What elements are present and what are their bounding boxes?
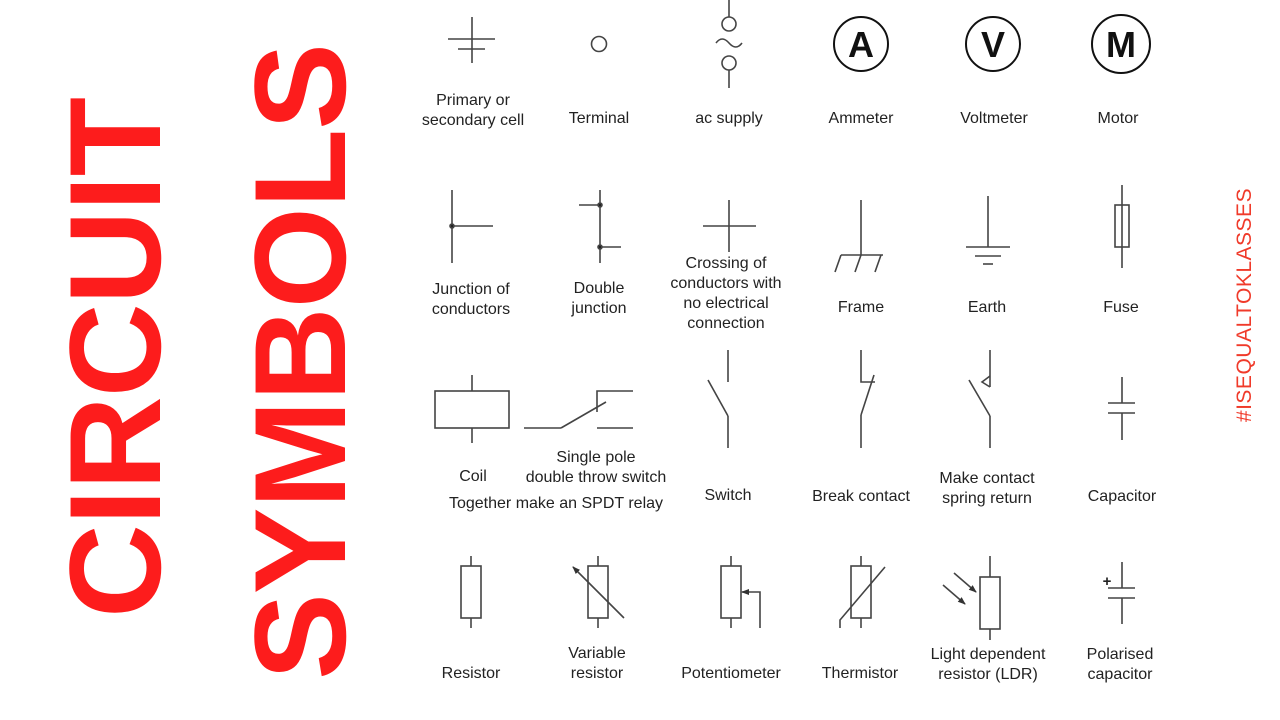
coil-symbol <box>435 375 509 443</box>
break-contact-symbol <box>861 350 875 448</box>
title-symbols: SYMBOLS <box>227 44 373 680</box>
label-earth: Earth <box>967 299 1007 316</box>
resistor-symbol <box>461 556 481 628</box>
hashtag: #ISEQUALTOKLASSES <box>1233 187 1256 423</box>
capacitor-symbol <box>1108 377 1135 440</box>
label-ammeter: Ammeter <box>828 110 894 127</box>
label-switch: Switch <box>704 487 752 504</box>
label-polarised-capacitor: Polarised capacitor <box>1086 646 1154 683</box>
label-ac-supply: ac supply <box>695 110 763 127</box>
label-voltmeter: Voltmeter <box>960 110 1028 127</box>
junction-symbol <box>450 190 493 263</box>
label-junction: Junction of conductors <box>431 281 511 318</box>
frame-symbol <box>835 200 883 272</box>
crossing-symbol <box>703 200 756 252</box>
motor-symbol <box>1092 15 1150 73</box>
potentiometer-symbol <box>721 556 760 628</box>
label-ldr: Light dependent resistor (LDR) <box>930 646 1046 683</box>
switch-symbol <box>708 350 728 448</box>
double-junction-symbol <box>579 190 621 263</box>
svg-text:V: V <box>980 24 1006 65</box>
label-terminal: Terminal <box>568 110 630 127</box>
label-thermistor: Thermistor <box>821 665 899 682</box>
svg-text:+: + <box>1102 573 1112 590</box>
ammeter-symbol <box>834 17 888 71</box>
thermistor-symbol <box>840 556 885 628</box>
variable-resistor-symbol <box>573 556 624 628</box>
label-motor: Motor <box>1097 110 1139 127</box>
label-relay-note: Together make an SPDT relay <box>448 495 664 512</box>
voltmeter-symbol <box>966 17 1020 71</box>
spdt-switch-symbol <box>524 391 633 428</box>
label-variable-resistor: Variable resistor <box>568 645 626 682</box>
label-spdt: Single pole double throw switch <box>525 449 667 486</box>
fuse-symbol <box>1115 185 1129 268</box>
ldr-symbol <box>943 556 1000 640</box>
polarised-capacitor-symbol <box>1103 562 1135 624</box>
terminal-symbol <box>592 37 607 52</box>
svg-text:A: A <box>848 24 874 65</box>
make-contact-symbol <box>969 350 990 448</box>
label-coil: Coil <box>459 468 487 485</box>
cell-symbol <box>448 17 495 63</box>
ac-supply-symbol <box>716 0 742 88</box>
label-break-contact: Break contact <box>812 488 910 505</box>
title-circuit: CIRCUIT <box>42 97 188 619</box>
earth-symbol <box>966 196 1010 264</box>
svg-text:M: M <box>1106 24 1136 65</box>
label-capacitor: Capacitor <box>1087 488 1157 505</box>
label-cell: Primary or secondary cell <box>421 92 525 129</box>
label-double-junction: Double junction <box>571 280 627 317</box>
label-resistor: Resistor <box>441 665 501 682</box>
label-fuse: Fuse <box>1103 299 1139 316</box>
label-potentiometer: Potentiometer <box>681 665 781 682</box>
label-make-contact: Make contact spring return <box>939 470 1035 507</box>
label-crossing: Crossing of conductors with no electrical connection <box>670 255 782 332</box>
label-frame: Frame <box>837 299 885 316</box>
